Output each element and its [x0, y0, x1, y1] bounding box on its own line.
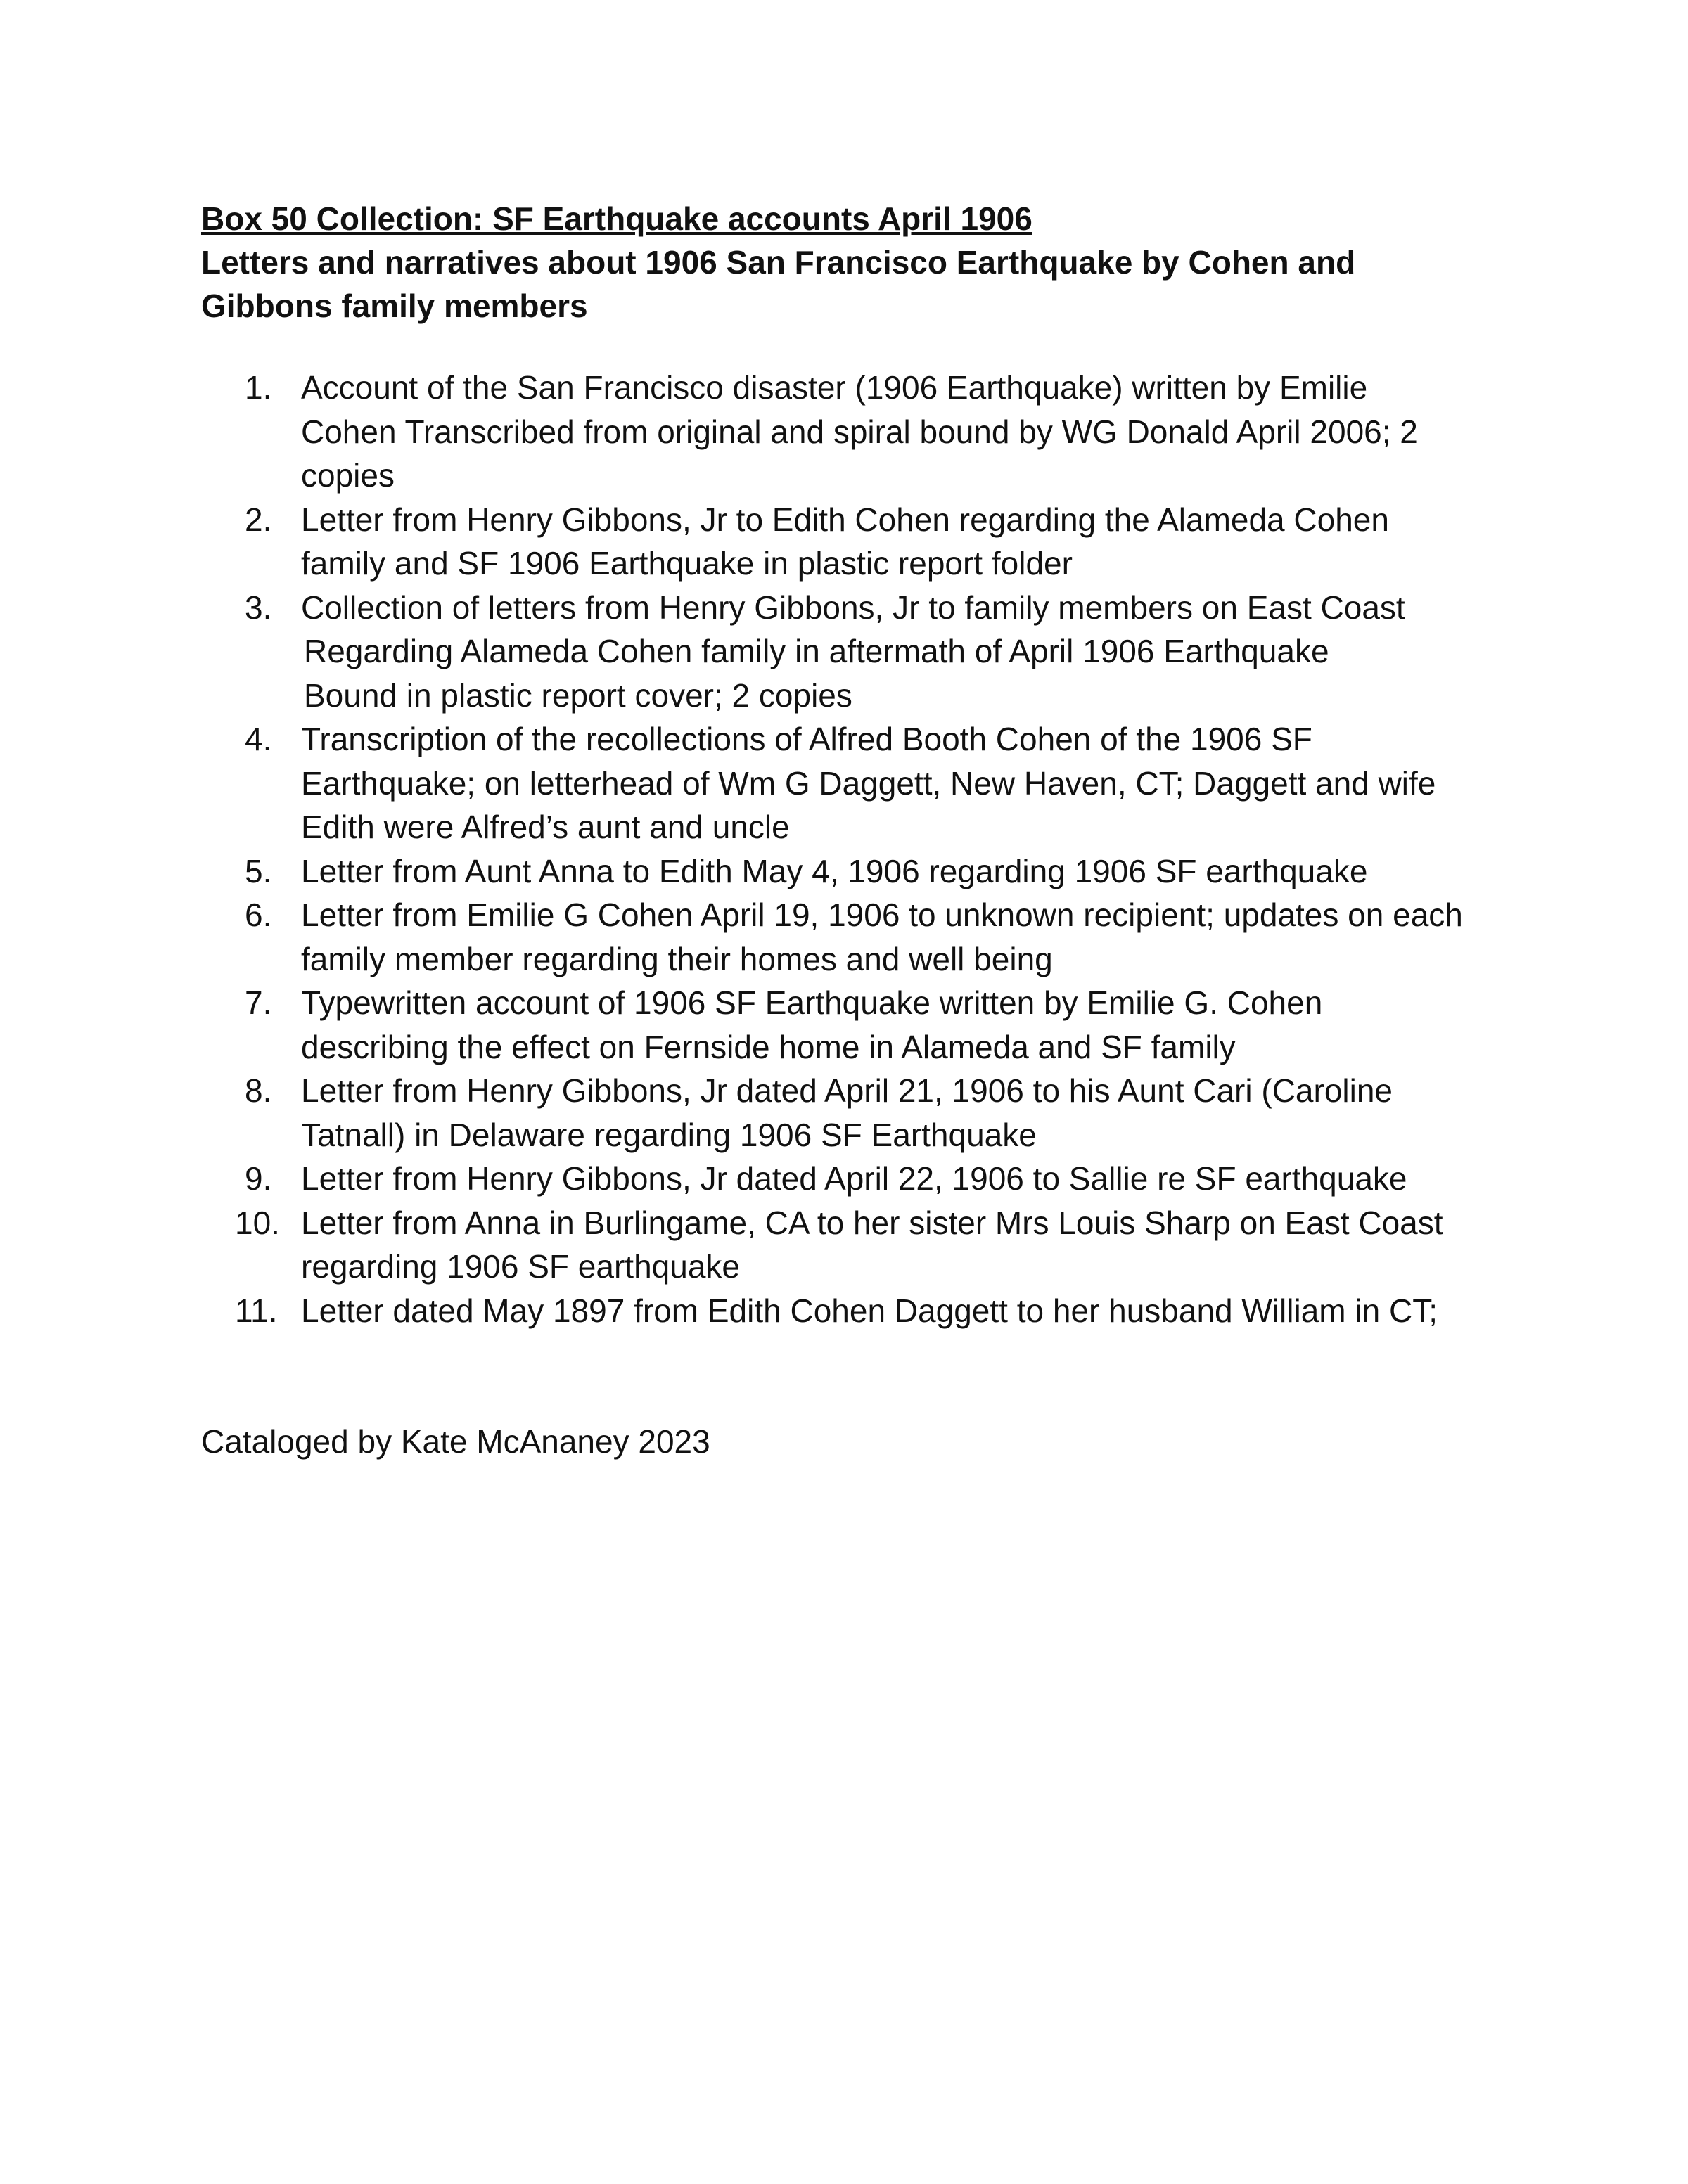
subtitle-line: Letters and narratives about 1906 San Francisco Earthquake by Cohen and [201, 244, 1356, 281]
list-item [201, 717, 1567, 849]
subtitle-line: Gibbons family members [201, 288, 588, 324]
item-line: Regarding Alameda Cohen family in aftermath of April 1906 Earthquake [304, 633, 1329, 669]
item-line: family and SF 1906 Earthquake in plastic report folder [301, 545, 1073, 582]
list-item [201, 1157, 1567, 1201]
item-line: Letter from Emilie G Cohen April 19, 1906 to unknown recipient; updates on each [301, 897, 1463, 933]
item-line: copies [301, 457, 395, 494]
list-item [201, 893, 1567, 981]
item-number: 2. [245, 501, 272, 538]
item-line: Transcription of the recollections of Alfred Booth Cohen of the 1906 SF [301, 721, 1312, 757]
item-number: 5. [245, 852, 272, 889]
list-item [201, 1289, 1567, 1333]
item-line: Letter from Anna in Burlingame, CA to her sister Mrs Louis Sharp on East Coast [301, 1204, 1443, 1241]
item-line: family member regarding their homes and well being [301, 940, 1053, 977]
item-line: Edith were Alfred’s aunt and uncle [301, 809, 790, 845]
list-item [201, 586, 1567, 718]
item-line: Bound in plastic report cover; 2 copies [304, 676, 852, 714]
item-number: 3. [245, 589, 272, 626]
item-line: Cohen Transcribed from original and spiral bound by WG Donald April 2006; 2 [301, 413, 1418, 450]
collection-item-list [201, 366, 1537, 1332]
list-item [201, 1201, 1567, 1289]
item-line: Letter from Henry Gibbons, Jr dated April 21, 1906 to his Aunt Cari (Caroline [301, 1072, 1393, 1109]
item-line: Letter from Henry Gibbons, Jr dated April 22, 1906 to Sallie re SF earthquake [301, 1160, 1407, 1197]
list-item [201, 498, 1567, 586]
item-number: 1. [245, 369, 272, 406]
item-number: 4. [245, 721, 272, 757]
item-line: Letter from Aunt Anna to Edith May 4, 1906 regarding 1906 SF earthquake [301, 852, 1368, 889]
document-page [201, 197, 1537, 1496]
list-item [201, 1069, 1567, 1157]
item-number: 11. [235, 1292, 278, 1329]
cataloged-by-note: Cataloged by Kate McAnaney 2023 [201, 1423, 710, 1460]
item-line: describing the effect on Fernside home in Alameda and SF family [301, 1028, 1236, 1065]
item-number: 9. [245, 1160, 272, 1197]
item-number: 6. [245, 897, 272, 933]
list-item [201, 849, 1567, 894]
item-number: 10. [235, 1204, 280, 1241]
item-line: Tatnall) in Delaware regarding 1906 SF Earthquake [301, 1116, 1037, 1153]
item-line: Letter from Henry Gibbons, Jr to Edith Cohen regarding the Alameda Cohen [301, 501, 1389, 538]
item-line: Collection of letters from Henry Gibbons, Jr to family members on East Coast [301, 589, 1405, 626]
item-number: 8. [245, 1072, 272, 1109]
document-subtitle [201, 240, 1439, 328]
item-line: Typewritten account of 1906 SF Earthquake written by Emilie G. Cohen [301, 984, 1323, 1021]
item-number: 7. [245, 984, 272, 1021]
list-item [201, 981, 1567, 1069]
item-line: regarding 1906 SF earthquake [301, 1248, 740, 1285]
item-line: Letter dated May 1897 from Edith Cohen Daggett to her husband William in CT; [301, 1292, 1438, 1329]
item-line: Earthquake; on letterhead of Wm G Daggett, New Haven, CT; Daggett and wife [301, 764, 1436, 802]
document-title: Box 50 Collection: SF Earthquake accounts April 1906 [201, 200, 1032, 237]
list-item [201, 366, 1567, 498]
item-line: Account of the San Francisco disaster (1906 Earthquake) written by Emilie [301, 369, 1368, 406]
